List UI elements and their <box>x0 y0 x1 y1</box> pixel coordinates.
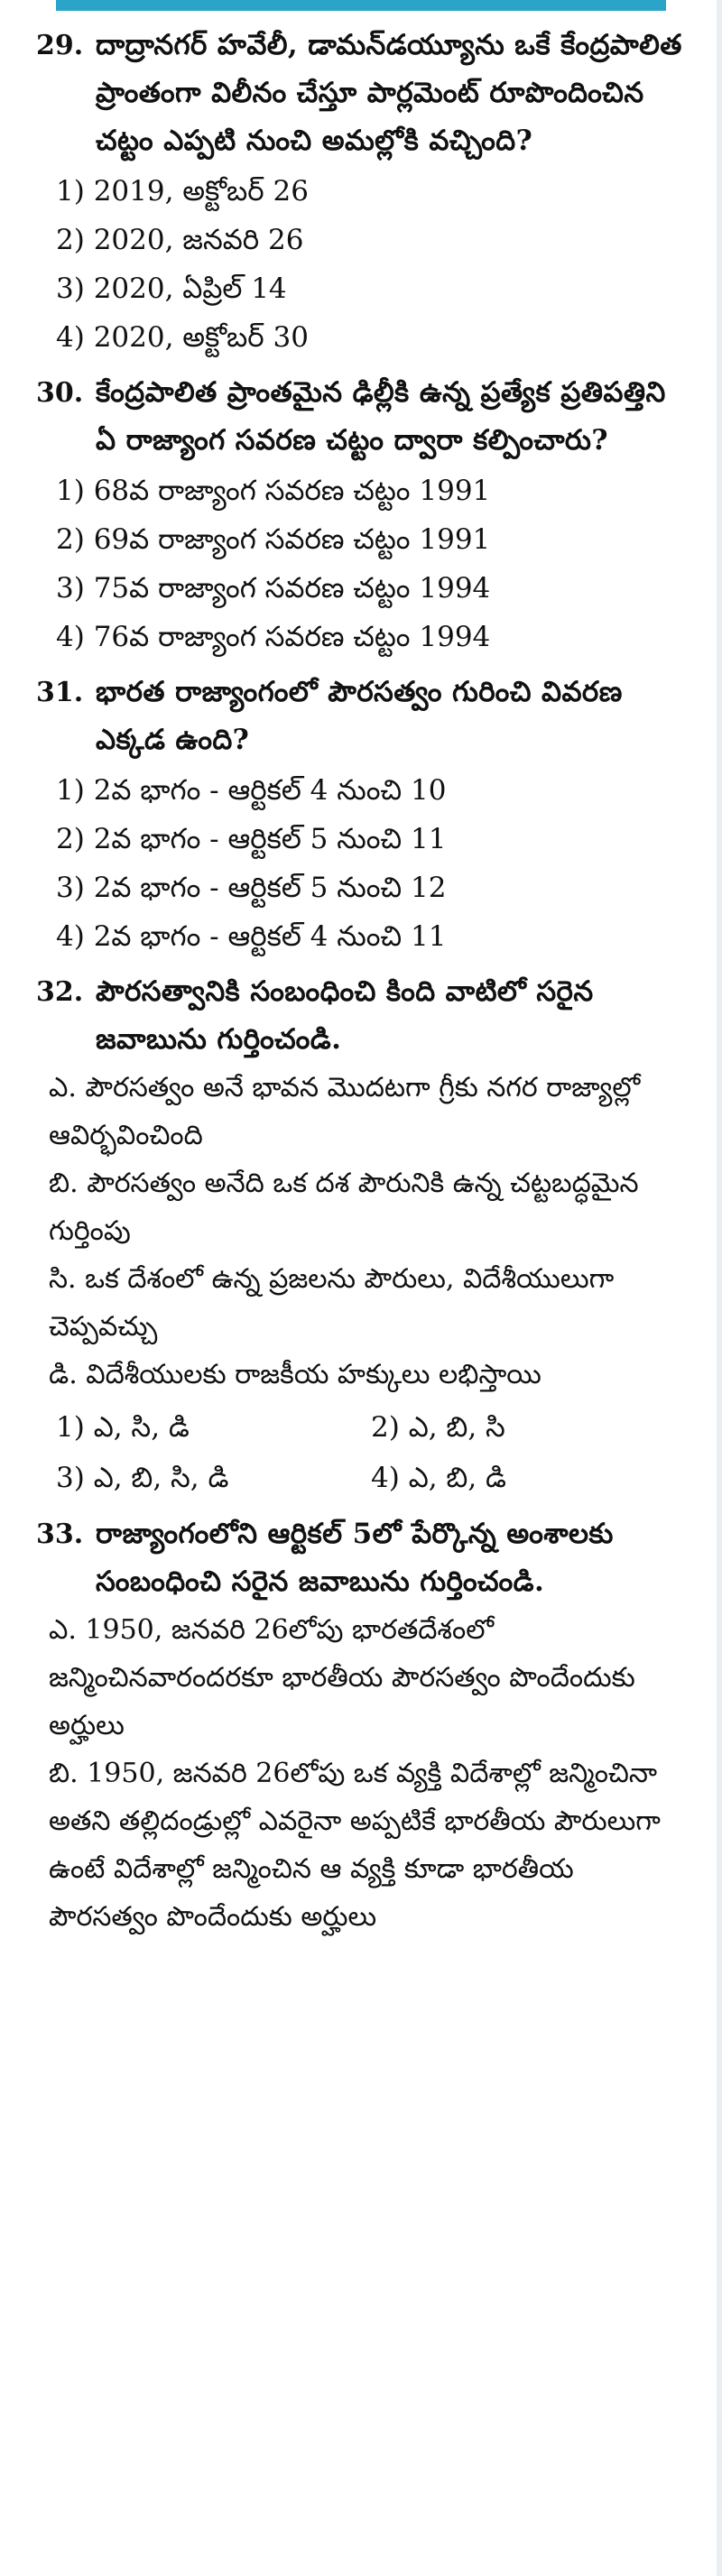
option-2 <box>56 515 686 564</box>
option-label: 2) <box>371 1411 400 1444</box>
option-label: 3) <box>56 572 85 605</box>
page-edge <box>717 0 722 2576</box>
question-29 <box>36 22 686 362</box>
option-text: 75వ రాజ్యాంగ సవరణ చట్టం 1994 <box>93 572 491 605</box>
option-text: ఎ, బి, డి <box>408 1462 506 1494</box>
question-text: కేంద్రపాలిత ప్రాంతమైన ఢిల్లీకి ఉన్న ప్రత్యేక ప్రతిపత్తిని ఏ రాజ్యాంగ సవరణ చట్టం ద్వారా కల్పించారు? <box>96 376 666 457</box>
option-text: 68వ రాజ్యాంగ సవరణ చట్టం 1991 <box>93 475 491 507</box>
option-label: 3) <box>56 872 85 904</box>
question-number: 30. <box>36 377 84 409</box>
option-text: ఎ, సి, డి <box>93 1411 190 1444</box>
question-list <box>36 22 686 1941</box>
statement-label: సి. <box>49 1263 77 1295</box>
question-33 <box>36 1510 686 1941</box>
option-text: 2వ భాగం - ఆర్టికల్ 4 నుంచి 11 <box>93 920 447 953</box>
option-3 <box>56 564 686 613</box>
option-1 <box>56 167 686 216</box>
option-2 <box>56 216 686 264</box>
option-text: 69వ రాజ్యాంగ సవరణ చట్టం 1991 <box>93 523 491 556</box>
question-31 <box>36 669 686 961</box>
option-text: 2020, జనవరి 26 <box>93 224 304 256</box>
statement-a <box>36 1064 686 1159</box>
statement-label: ఎ. <box>49 1072 77 1103</box>
question-30 <box>36 369 686 661</box>
question-text: దాద్రానగర్ హవేలీ, డామన్‌డయ్యూను ఒకే కేంద్రపాలిత ప్రాంతంగా విలీనం చేస్తూ పార్లమెంట్ రూపొందించిన చట్టం ఎప్పటి నుంచి అమల్లోకి వచ్చింది? <box>96 29 682 157</box>
option-list <box>36 466 686 661</box>
option-text: 2వ భాగం - ఆర్టికల్ 5 నుంచి 12 <box>93 872 447 904</box>
option-label: 2) <box>56 523 85 556</box>
statement-label: ఎ. <box>49 1614 77 1646</box>
option-label: 1) <box>56 475 85 507</box>
statement-label: డి. <box>49 1359 78 1390</box>
statement-text: పౌరసత్వం అనే భావన మొదటగా గ్రీకు నగర రాజ్యాల్లో ఆవిర్భవించింది <box>49 1072 641 1151</box>
question-number: 32. <box>36 976 84 1008</box>
option-label: 2) <box>56 224 85 256</box>
statement-text: ఒక దేశంలో ఉన్న ప్రజలను పౌరులు, విదేశీయులుగా చెప్పవచ్చు <box>49 1263 615 1343</box>
option-grid <box>36 1402 686 1503</box>
option-label: 2) <box>56 823 85 855</box>
statement-text: 1950, జనవరి 26లోపు ఒక వ్యక్తి విదేశాల్లో జన్మించినా అతని తల్లిదండ్రుల్లో ఎవరైనా అప్పటికే భారతీయ పౌరులుగా ఉంటే విదేశాల్లో జన్మించిన ఆ వ్యక్తి కూడా భారతీయ పౌరసత్వం పొందేందుకు అర్హులు <box>49 1758 661 1933</box>
option-4 <box>56 313 686 362</box>
statement-b <box>36 1750 686 1941</box>
option-2 <box>371 1402 686 1453</box>
option-text: 2020, అక్టోబర్ 30 <box>93 321 309 354</box>
question-text: భారత రాజ్యాంగంలో పౌరసత్వం గురించి వివరణ ఎక్కడ ఉంది? <box>96 676 623 756</box>
option-3 <box>56 863 686 912</box>
option-text: 2020, ఏప్రిల్ 14 <box>93 272 287 305</box>
option-label: 3) <box>56 1462 85 1494</box>
statement-label: బి. <box>49 1168 79 1199</box>
question-number: 29. <box>36 30 84 61</box>
option-1 <box>56 466 686 515</box>
statement-text: 1950, జనవరి 26లోపు భారతదేశంలో జన్మించినవారందరకూ భారతీయ పౌరసత్వం పొందేందుకు అర్హులు <box>49 1614 635 1741</box>
option-text: 2వ భాగం - ఆర్టికల్ 4 నుంచి 10 <box>93 774 447 807</box>
option-3 <box>56 264 686 313</box>
option-1 <box>56 766 686 815</box>
question-32 <box>36 968 686 1503</box>
statement-text: పౌరసత్వం అనేది ఒక దశ పౌరునికి ఉన్న చట్టబద్ధమైన గుర్తింపు <box>49 1168 639 1247</box>
statement-c <box>36 1255 686 1351</box>
option-label: 4) <box>56 621 85 653</box>
option-4 <box>56 912 686 961</box>
option-list <box>36 167 686 362</box>
option-label: 4) <box>56 920 85 953</box>
question-number: 33. <box>36 1519 84 1550</box>
top-accent-bar <box>56 0 666 11</box>
option-label: 1) <box>56 175 85 208</box>
question-text: రాజ్యాంగంలోని ఆర్టికల్ 5లో పేర్కొన్న అంశాలకు సంబంధించి సరైన జవాబును గుర్తించండి. <box>96 1518 614 1598</box>
question-text: పౌరసత్వానికి సంబంధించి కింది వాటిలో సరైన జవాబును గుర్తించండి. <box>96 975 594 1056</box>
statement-b <box>36 1159 686 1255</box>
option-text: ఎ, బి, సి <box>408 1411 505 1444</box>
statement-a <box>36 1606 686 1750</box>
option-label: 1) <box>56 1411 85 1444</box>
option-text: 2వ భాగం - ఆర్టికల్ 5 నుంచి 11 <box>93 823 447 855</box>
option-text: 76వ రాజ్యాంగ సవరణ చట్టం 1994 <box>93 621 491 653</box>
option-text: ఎ, బి, సి, డి <box>93 1462 229 1494</box>
option-4 <box>56 613 686 661</box>
question-number: 31. <box>36 677 84 708</box>
option-label: 4) <box>56 321 85 354</box>
statement-text: విదేశీయులకు రాజకీయ హక్కులు లభిస్తాయి <box>86 1359 542 1390</box>
option-3 <box>56 1453 371 1503</box>
statement-label: బి. <box>49 1758 79 1789</box>
option-label: 3) <box>56 272 85 305</box>
option-4 <box>371 1453 686 1503</box>
option-list <box>36 766 686 961</box>
option-1 <box>56 1402 371 1453</box>
option-label: 1) <box>56 774 85 807</box>
statement-d <box>36 1351 686 1399</box>
option-2 <box>56 815 686 863</box>
option-label: 4) <box>371 1462 400 1494</box>
option-text: 2019, అక్టోబర్ 26 <box>93 175 309 208</box>
